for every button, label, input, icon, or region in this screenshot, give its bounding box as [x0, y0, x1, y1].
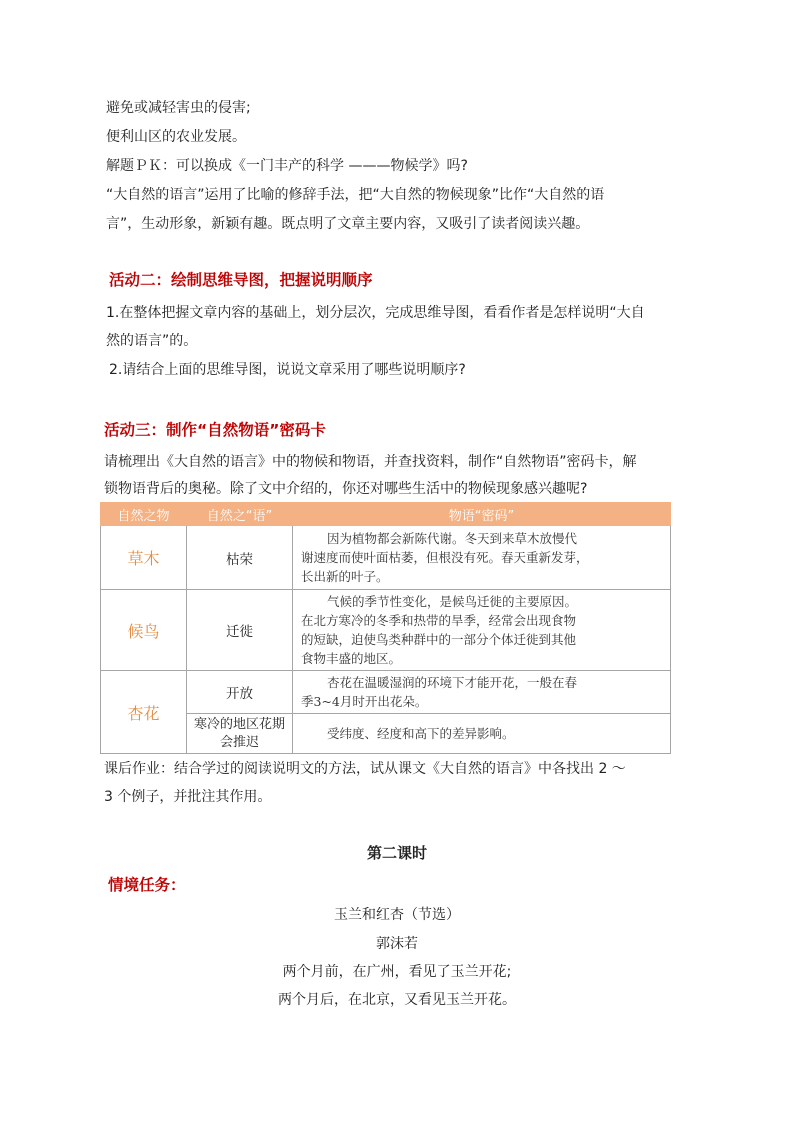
- intro-line-4: “大自然的语言”运用了比喻的修辞手法，把“大自然的物候现象”比作“大自然的语: [106, 187, 605, 203]
- poem-author: 郭沫若: [376, 936, 418, 952]
- activity3-line-2: 锁物语背后的奥秘。除了文中介绍的，你还对哪些生活中的物候现象感兴趣呢?: [104, 481, 588, 497]
- activity2-line-3: 2.请结合上面的思维导图，说说文章采用了哪些说明顺序?: [109, 362, 466, 378]
- table-header-row: [101, 503, 671, 526]
- activity2-line-2: 然的语言”的。: [106, 333, 198, 349]
- code-line: 长出新的叶子。: [301, 569, 389, 584]
- code-line: 因为植物都会新陈代谢。冬天到来草木放慢代: [327, 531, 578, 546]
- poem-title: 玉兰和红杏（节选）: [334, 907, 460, 923]
- code-line: 季3~4月时开出花朵。: [301, 694, 428, 709]
- header-language-code: 物语“密码”: [293, 503, 671, 526]
- code-line: 的短缺，迫使鸟类种群中的一部分个体迁徙到其他: [301, 632, 577, 647]
- code-cell: [293, 714, 671, 754]
- code-cell: [293, 671, 671, 714]
- homework-line-2: 3 个例子，并批注其作用。: [104, 789, 272, 805]
- code-cell: [293, 526, 671, 590]
- activity2-heading: 活动二：绘制思维导图，把握说明顺序: [109, 271, 373, 289]
- poem-line-2: 两个月后，在北京，又看见玉兰开花。: [278, 992, 516, 1008]
- intro-line-3: 解题ＰＫ：可以换成《一门丰产的科学 ———物候学》吗?: [106, 158, 468, 174]
- thing-cell: 草木: [101, 526, 187, 590]
- poem-line-1: 两个月前，在广州，看见了玉兰开花;: [282, 964, 512, 980]
- code-line: 在北方寒冷的冬季和热带的旱季，经常会出现食物: [301, 613, 577, 628]
- activity3-heading: 活动三：制作“自然物语”密码卡: [104, 421, 326, 439]
- intro-line-2: 便利山区的农业发展。: [106, 129, 246, 145]
- intro-line-1: 避免或减轻害虫的侵害;: [106, 100, 251, 116]
- table-row: [101, 714, 671, 754]
- activity3-line-1: 请梳理出《大自然的语言》中的物候和物语，并查找资料，制作“自然物语”密码卡，解: [104, 454, 637, 470]
- language-cell: 开放: [187, 671, 293, 714]
- code-line: 杏花在温暖湿润的环境下才能开花，一般在春: [327, 675, 578, 690]
- header-nature-thing: 自然之物: [101, 503, 187, 526]
- language-cell: 枯荣: [187, 526, 293, 590]
- code-line: 气候的季节性变化，是候鸟迁徙的主要原因。: [327, 594, 578, 609]
- table-row: [101, 526, 671, 590]
- situation-task-heading: 情境任务：: [108, 876, 186, 894]
- code-line: 食物丰盛的地区。: [301, 651, 402, 666]
- table-row: [101, 671, 671, 714]
- thing-cell: 杏花: [101, 671, 187, 754]
- nature-language-table: [100, 502, 671, 754]
- table-row: [101, 590, 671, 671]
- intro-line-5: 言”，生动形象，新颖有趣。既点明了文章主要内容，又吸引了读者阅读兴趣。: [106, 216, 590, 232]
- code-line: 受纬度、经度和高下的差异影响。: [327, 726, 515, 741]
- thing-cell: 候鸟: [101, 590, 187, 671]
- header-nature-language: 自然之“语”: [187, 503, 293, 526]
- activity2-line-1: 1.在整体把握文章内容的基础上，划分层次，完成思维导图，看看作者是怎样说明“大自: [106, 305, 645, 321]
- code-cell: [293, 590, 671, 671]
- language-cell: 寒冷的地区花期会推迟: [187, 714, 293, 754]
- language-cell: 迁徙: [187, 590, 293, 671]
- second-lesson-title: 第二课时: [366, 844, 427, 862]
- homework-line-1: 课后作业：结合学过的阅读说明文的方法，试从课文《大自然的语言》中各找出 2 ～: [104, 761, 626, 777]
- code-line: 谢速度而使叶面枯萎，但根没有死。春天重新发芽，: [301, 550, 589, 565]
